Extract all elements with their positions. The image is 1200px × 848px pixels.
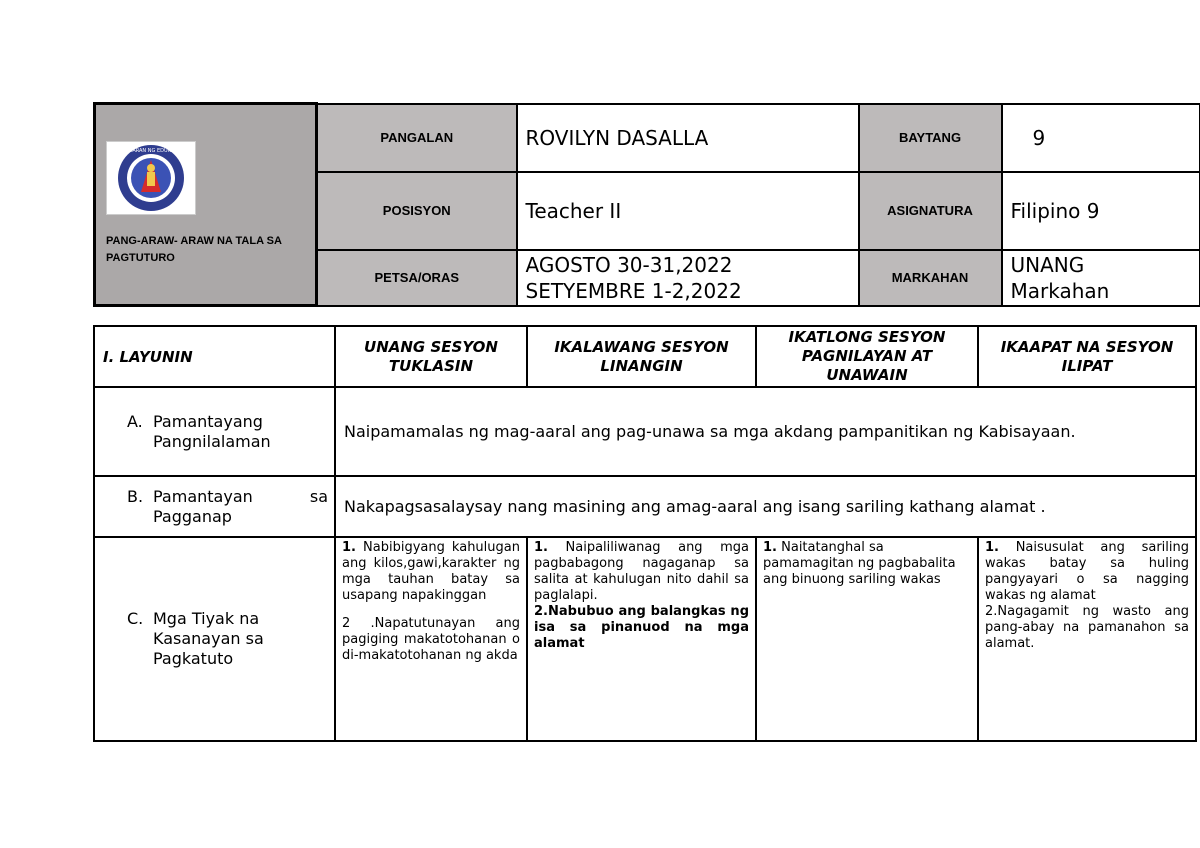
session-1-objective-2-text: .Napatutunayan ang pagiging makatotohanan o di-makatotohanan ng akda xyxy=(342,616,520,663)
asignatura-value: Filipino 9 xyxy=(1002,172,1200,250)
session-1-objective-1 xyxy=(342,540,520,604)
row-b-line-2: Pagganap xyxy=(153,506,232,526)
session-4-header xyxy=(978,326,1196,387)
session-3-objective-1 xyxy=(763,540,971,588)
session-1-objective-2 xyxy=(342,616,520,664)
session-1-objective-1-text: Nabibigyang kahulugan ang kilos,gawi,karakter ng mga tauhan batay sa usapang napakinggan xyxy=(342,540,520,603)
session-3-objectives xyxy=(756,537,978,741)
session-4-subtitle: ILIPAT xyxy=(1061,356,1113,375)
posisyon-label: POSISYON xyxy=(317,172,517,250)
objectives-table xyxy=(93,325,1197,742)
session-1-subtitle: TUKLASIN xyxy=(388,356,474,375)
pangalan-label: PANGALAN xyxy=(317,104,517,172)
session-1-objective-1-num: 1. xyxy=(342,540,356,555)
session-4-title: IKAAPAT NA SESYON xyxy=(1000,337,1174,356)
markahan-label: MARKAHAN xyxy=(859,250,1002,306)
svg-text:KAGAWARAN NG EDUKASYON: KAGAWARAN NG EDUKASYON xyxy=(114,148,188,154)
row-a-label xyxy=(94,387,335,476)
row-a-text: Pamantayang Pangnilalaman xyxy=(153,411,271,451)
session-4-objective-1-text: Naisusulat ang sariling wakas batay sa huling pangyayari o sa nagging wakas ng alamat xyxy=(985,540,1189,603)
header-table xyxy=(93,102,1200,307)
row-c-letter: C. xyxy=(127,609,144,628)
petsa-line-1: AGOSTO 30-31,2022 xyxy=(525,252,733,277)
row-c-label xyxy=(94,537,335,741)
baytang-value: 9 xyxy=(1002,104,1200,172)
row-a-content: Naipamamalas ng mag-aaral ang pag-unawa sa mga akdang pampanitikan ng Kabisayaan. xyxy=(335,387,1196,476)
session-3-title: IKATLONG SESYON xyxy=(788,328,946,346)
petsa-line-2: SETYEMBRE 1-2,2022 xyxy=(525,278,742,303)
row-b-line-1: Pamantayan xyxy=(153,486,253,506)
session-2-objective-1-text: Naipaliliwanag ang mga pagbabagong nagaganap sa salita at kahulugan nito dahil sa paglalapi. xyxy=(534,540,749,603)
layunin-heading: I. LAYUNIN xyxy=(94,326,335,387)
session-4-objective-1 xyxy=(985,540,1189,604)
session-2-title: IKALAWANG SESYON xyxy=(554,337,729,356)
lesson-log-title: PANG-ARAW- ARAW NA TALA SA PAGTUTURO xyxy=(106,235,282,264)
session-3-subtitle-2: UNAWAIN xyxy=(826,366,908,384)
petsa-value xyxy=(517,250,859,306)
session-4-objective-1-num: 1. xyxy=(985,540,999,555)
session-2-objective-1 xyxy=(534,540,749,604)
session-3-subtitle: PAGNILAYAN AT xyxy=(801,347,933,365)
session-2-objectives xyxy=(527,537,756,741)
markahan-line-1: UNANG xyxy=(1010,252,1085,277)
row-b-sa: sa xyxy=(309,486,328,506)
row-b-label xyxy=(94,476,335,537)
markahan-value xyxy=(1002,250,1200,306)
session-2-header xyxy=(527,326,756,387)
session-1-objective-2-num: 2 xyxy=(342,616,351,631)
row-b-content: Nakapagsasalaysay nang masining ang amag-aaral ang isang sariling kathang alamat . xyxy=(335,476,1196,537)
row-c-text: Mga Tiyak na Kasanayan sa Pagkatuto xyxy=(153,609,264,668)
session-2-objective-1-num: 1. xyxy=(534,540,548,555)
session-4-objectives xyxy=(978,537,1196,741)
session-2-subtitle: LINANGIN xyxy=(600,356,683,375)
session-1-title: UNANG SESYON xyxy=(364,337,498,356)
school-logo-cell xyxy=(95,104,317,306)
session-4-objective-2: 2.Nagagamit ng wasto ang pang-abay na pamanahon sa alamat. xyxy=(985,604,1189,651)
posisyon-value: Teacher II xyxy=(517,172,859,250)
session-3-header xyxy=(756,326,978,387)
session-2-objective-2: 2.Nabubuo ang balangkas ng isa sa pinanuod na mga alamat xyxy=(534,604,749,651)
row-a-letter: A. xyxy=(127,411,143,431)
petsa-label: PETSA/ORAS xyxy=(317,250,517,306)
session-3-objective-1-num: 1. xyxy=(763,540,777,555)
markahan-line-2: Markahan xyxy=(1010,278,1110,303)
session-3-objective-1-text: Naitatanghal sa pamamagitan ng pagbabalita ang binuong sariling wakas xyxy=(763,540,956,587)
pangalan-value: ROVILYN DASALLA xyxy=(517,104,859,172)
session-1-header xyxy=(335,326,527,387)
baytang-label: BAYTANG xyxy=(859,104,1002,172)
row-b-text xyxy=(127,487,334,527)
deped-seal-logo xyxy=(106,141,196,215)
asignatura-label: ASIGNATURA xyxy=(859,172,1002,250)
row-b-letter: B. xyxy=(127,486,144,506)
session-1-objectives xyxy=(335,537,527,741)
